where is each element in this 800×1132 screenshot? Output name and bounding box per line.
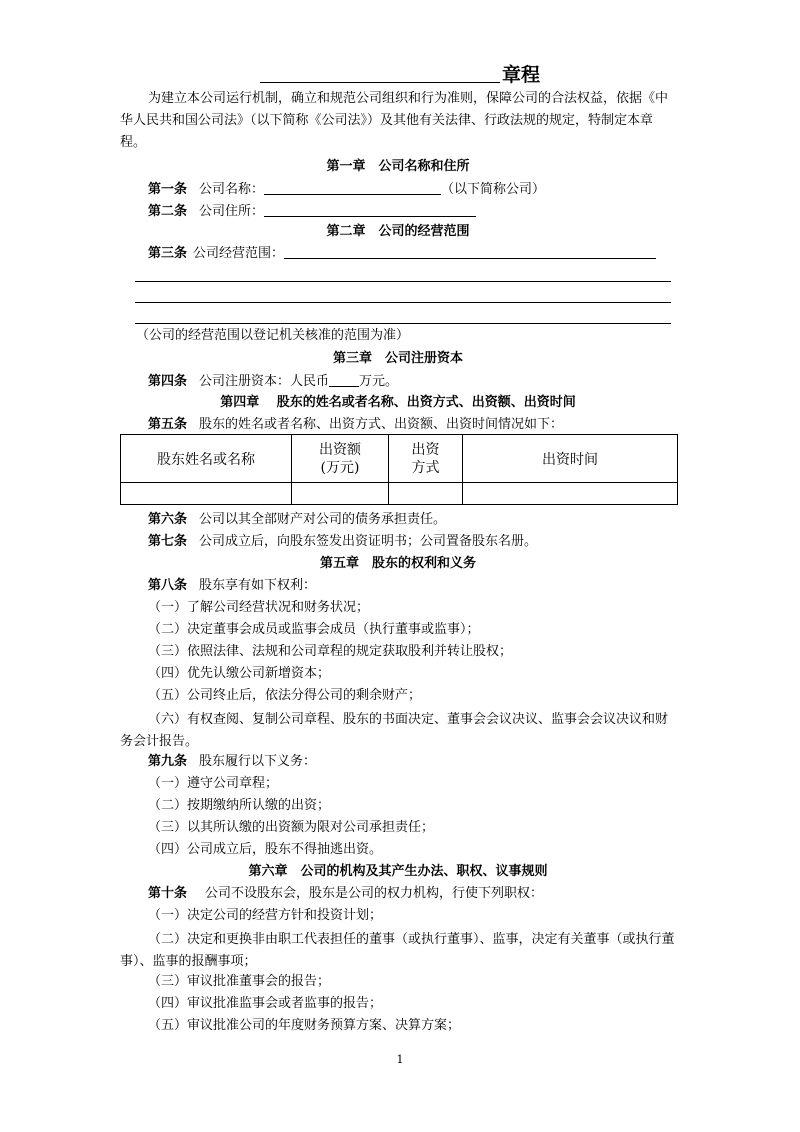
- table-cell: [389, 483, 463, 505]
- list-item: （六）有权查阅、复制公司章程、股东的书面决定、董事会会议决议、监事会会议决议和财务会计报告。: [120, 712, 669, 749]
- company-name-blank: [260, 64, 500, 83]
- chapter-4-heading: 第四章 股东的姓名或者名称、出资方式、出资额、出资时间: [220, 395, 576, 410]
- list-item: （四）优先认缴公司新增资本；: [148, 666, 331, 681]
- table-cell: [292, 483, 389, 505]
- list-item: （二）按期缴纳所认缴的出资；: [148, 798, 331, 813]
- list-item: （三）审议批准董事会的报告；: [148, 974, 331, 989]
- list-item: （一）遵守公司章程；: [148, 776, 279, 791]
- article-5: 第五条 股东的姓名或者名称、出资方式、出资额、出资时间情况如下：: [148, 417, 564, 432]
- table-cell: [121, 483, 292, 505]
- article-1: 第一条 公司名称： （以下简称公司）: [148, 182, 546, 197]
- list-item: （二）决定和更换非由职工代表担任的董事（或执行董事）、监事，决定有关董事（或执行董事）、监事的报酬事项；: [120, 932, 675, 969]
- chapter-6-heading: 第六章 公司的机构及其产生办法、职权、议事规则: [248, 864, 548, 879]
- article-8: 第八条 股东享有如下权利：: [148, 578, 317, 593]
- article-9: 第九条 股东履行以下义务：: [148, 754, 317, 769]
- scope-note: （公司的经营范围以登记机关核准的范围为准）: [136, 328, 410, 343]
- scope-line-1: [135, 281, 671, 282]
- col-time: 出资时间: [463, 435, 678, 483]
- business-scope-field: [284, 244, 656, 259]
- chapter-3-heading: 第三章 公司注册资本: [332, 351, 463, 366]
- col-amount: 出资额 (万元): [292, 435, 389, 483]
- chapter-1-heading: 第一章 公司名称和住所: [326, 159, 470, 174]
- company-name-field: [264, 180, 441, 195]
- chapter-2-heading: 第二章 公司的经营范围: [326, 224, 470, 239]
- table-cell: [463, 483, 678, 505]
- article-3: 第三条 公司经营范围：: [120, 244, 676, 263]
- chapter-5-heading: 第五章 股东的权利和义务: [319, 556, 476, 571]
- list-item: （五）公司终止后，依法分得公司的剩余财产；: [148, 688, 422, 703]
- scope-line-2: [135, 302, 671, 303]
- article-10: 第十条 公司不设股东会，股东是公司的权力机构，行使下列职权：: [148, 886, 544, 901]
- col-method: 出资 方式: [389, 435, 463, 483]
- list-item: （三）以其所认缴的出资额为限对公司承担责任；: [148, 820, 435, 835]
- capital-amount-field: [329, 372, 359, 387]
- company-address-field: [264, 202, 476, 217]
- table-header-row: [121, 435, 678, 483]
- page-number: 1: [396, 1053, 404, 1066]
- list-item: （一）决定公司的经营方针和投资计划；: [148, 908, 383, 923]
- list-item: （二）决定董事会成员或监事会成员（执行董事或监事）；: [148, 622, 480, 637]
- list-item: （五）审议批准公司的年度财务预算方案、决算方案；: [148, 1018, 461, 1033]
- list-item: （一）了解公司经营状况和财务状况；: [148, 600, 370, 615]
- article-2: 第二条 公司住所：: [120, 202, 676, 221]
- col-shareholder-name: 股东姓名或名称: [121, 435, 292, 483]
- list-item: （四）审议批准监事会或者监事的报告；: [148, 996, 383, 1011]
- intro-paragraph: 为建立本公司运行机制，确立和规范公司组织和行为准则，保障公司的合法权益，依据《中华人民共和国公司法》（以下简称《公司法》）及其他有关法律、行政法规的规定，特制定本章程。: [120, 91, 669, 150]
- table-row: [121, 483, 678, 505]
- document-title: 章程: [0, 60, 800, 87]
- article-7: 第七条 公司成立后，向股东签发出资证明书；公司置备股东名册。: [148, 534, 538, 549]
- article-6: 第六条 公司以其全部财产对公司的债务承担责任。: [148, 512, 447, 527]
- article-4: 第四条 公司注册资本：人民币 万元。: [148, 374, 399, 389]
- list-item: （四）公司成立后，股东不得抽逃出资。: [148, 842, 383, 857]
- shareholder-table: [120, 434, 678, 505]
- scope-line-3: [135, 323, 671, 324]
- list-item: （三）依照法律、法规和公司章程的规定获取股利并转让股权；: [148, 644, 513, 659]
